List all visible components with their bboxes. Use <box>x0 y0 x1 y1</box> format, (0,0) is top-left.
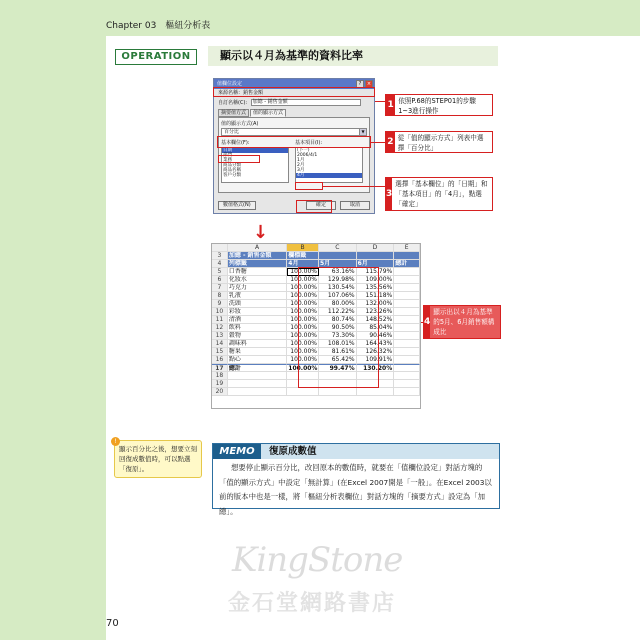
row-number: 5 <box>212 268 228 276</box>
total-grand[interactable] <box>394 364 420 372</box>
row-number: 9 <box>212 300 228 308</box>
custom-name-label: 自訂名稱(C): <box>218 100 248 106</box>
operation-title: 顯示以４月為基準的資料比率 <box>208 46 498 66</box>
base-item-list[interactable] <box>295 147 363 183</box>
callout-text: 從「值的顯示方式」列表中選擇「百分比」 <box>397 134 484 152</box>
show-values-label: 值的顯示方式(A) <box>221 121 259 127</box>
apr-value[interactable]: 100.00% <box>287 340 319 348</box>
show-values-select[interactable] <box>221 128 367 136</box>
row-number: 20 <box>212 388 228 396</box>
may-value[interactable]: 130.54% <box>319 284 357 292</box>
column-label-cell[interactable]: 欄標籤 <box>287 252 319 260</box>
empty-cell[interactable] <box>394 388 420 396</box>
apr-value[interactable]: 100.00% <box>287 292 319 300</box>
callout-text: 依照P.68的STEP01的步驟1~3進行操作 <box>398 97 476 115</box>
product-name[interactable]: 點心 <box>228 356 287 364</box>
row-number: 8 <box>212 292 228 300</box>
memo-tag: MEMO <box>213 444 261 459</box>
apr-value[interactable]: 100.00% <box>287 332 319 340</box>
product-name[interactable]: 巧克力 <box>228 284 287 292</box>
source-name: 來源名稱：銷售金額 <box>218 90 264 96</box>
total-value[interactable] <box>394 276 420 284</box>
watermark-subtext: 金石堂網路書店 <box>228 591 397 616</box>
may-value[interactable]: 63.16% <box>319 268 357 276</box>
col-header-a[interactable]: A <box>228 244 287 252</box>
product-name[interactable]: 洗頭 <box>228 300 287 308</box>
col-header-b[interactable]: B <box>287 244 319 252</box>
col-header-d[interactable]: D <box>357 244 395 252</box>
total-value[interactable] <box>394 292 420 300</box>
jun-value[interactable]: 109.00% <box>357 276 395 284</box>
jun-value[interactable]: 164.43% <box>357 340 395 348</box>
jun-value[interactable]: 135.56% <box>357 284 395 292</box>
watermark: KingStone <box>232 540 403 580</box>
jun-value[interactable]: 85.04% <box>357 324 395 332</box>
month-header-may[interactable]: 5月 <box>319 260 357 268</box>
empty-cell[interactable] <box>228 388 287 396</box>
product-name[interactable]: 穀物 <box>228 332 287 340</box>
total-jun[interactable]: 130.20% <box>357 364 395 372</box>
connector-1 <box>375 101 385 102</box>
may-value[interactable]: 80.00% <box>319 300 357 308</box>
base-field-option[interactable]: 日期 <box>222 148 288 153</box>
left-margin-band <box>0 0 106 640</box>
row-number: 15 <box>212 348 228 356</box>
empty-cell[interactable] <box>357 388 395 396</box>
product-name[interactable]: 飲料 <box>228 324 287 332</box>
month-header-apr[interactable]: 4月 <box>287 260 319 268</box>
may-value[interactable]: 81.61% <box>319 348 357 356</box>
may-value[interactable]: 65.42% <box>319 356 357 364</box>
total-value[interactable] <box>394 356 420 364</box>
product-name[interactable]: 口香糖 <box>228 268 287 276</box>
filler <box>357 252 395 260</box>
base-field-option[interactable]: 商品名稱 <box>223 168 241 173</box>
pivot-title-cell[interactable]: 加總 - 銷售金額 <box>228 252 287 260</box>
apr-value[interactable]: 100.00% <box>287 356 319 364</box>
total-apr[interactable]: 100.00% <box>288 365 318 372</box>
total-value[interactable] <box>394 324 420 332</box>
product-name[interactable]: 彩妝 <box>228 308 287 316</box>
highlight-custom-name <box>213 87 375 97</box>
column-header-row <box>212 244 420 252</box>
empty-cell[interactable] <box>394 372 420 380</box>
base-item-option[interactable]: 4月 <box>296 173 362 178</box>
may-value[interactable]: 129.98% <box>319 276 357 284</box>
row-number: 10 <box>212 308 228 316</box>
jun-value[interactable]: 109.91% <box>357 356 395 364</box>
custom-name-input[interactable]: 加總 - 銷售金額 <box>251 99 361 106</box>
empty-cell[interactable] <box>228 380 287 388</box>
jun-value[interactable]: 151.18% <box>357 292 395 300</box>
col-header-e[interactable]: E <box>394 244 420 252</box>
tab-summarize[interactable]: 摘要值方式 <box>218 109 249 117</box>
row-number: 11 <box>212 316 228 324</box>
filler <box>394 252 420 260</box>
total-value[interactable] <box>394 268 420 276</box>
chapter-header: Chapter 03 樞紐分析表 <box>106 21 211 31</box>
total-value[interactable] <box>394 300 420 308</box>
row-number: 17 <box>212 364 228 372</box>
memo-box <box>212 443 500 516</box>
callout-1 <box>385 94 493 116</box>
chevron-down-icon[interactable]: ▼ <box>359 129 366 135</box>
callout-text: 選擇「基本欄位」的「日期」和「基本項目」的「4月」，點選「確定」 <box>395 180 488 208</box>
apr-value[interactable]: 100.00% <box>287 324 319 332</box>
tab-show-values[interactable]: 值的顯示方式 <box>250 109 286 117</box>
callout-number: 1 <box>386 95 395 115</box>
connector-3 <box>323 186 385 187</box>
row-number: 14 <box>212 340 228 348</box>
base-field-option[interactable]: 客戶分類 <box>223 173 241 178</box>
row-number: 18 <box>212 372 228 380</box>
month-header-jun[interactable]: 6月 <box>357 260 395 268</box>
col-header-c[interactable]: C <box>319 244 357 252</box>
cancel-button[interactable]: 取消 <box>340 201 370 210</box>
tip-text: 顯示百分比之後，想要立刻回復成數值時，可以點選「復原」。 <box>119 445 197 473</box>
memo-title: 復原成數值 <box>269 446 317 457</box>
row-number: 3 <box>212 252 228 260</box>
may-value[interactable]: 90.50% <box>319 324 357 332</box>
highlight-ok-button <box>296 200 332 213</box>
show-values-selected: 百分比 <box>224 129 240 135</box>
total-value[interactable] <box>394 348 420 356</box>
apr-value[interactable]: 100.00% <box>287 348 319 356</box>
apr-value[interactable]: 100.00% <box>287 268 319 276</box>
row-number: 12 <box>212 324 228 332</box>
product-name[interactable]: 糖果 <box>228 348 287 356</box>
jun-value[interactable]: 132.00% <box>357 300 395 308</box>
empty-row <box>212 388 420 396</box>
callout-2 <box>385 131 493 153</box>
page-number: 70 <box>106 618 119 629</box>
memo-body: 想要停止顯示百分比，改回原本的數值時，就要在「值欄位設定」對話方塊的「值的顯示方式」中設定「無計算」(在Excel 2007開是「一般」。在Excel 2003以前的版本中也是一樣，將「樞紐分析表欄位」對話方塊的「摘要方式」設定為「加總」。 <box>219 463 492 516</box>
lightbulb-icon: ! <box>111 437 120 446</box>
jun-value[interactable]: 126.32% <box>357 348 395 356</box>
ok-button[interactable]: 確定 <box>306 201 336 210</box>
dialog-title: 值欄位設定 <box>217 81 243 87</box>
highlight-base-item <box>295 182 323 190</box>
arrow-down-icon: ↓ <box>253 222 269 243</box>
apr-value[interactable]: 100.00% <box>287 284 319 292</box>
corner-cell <box>212 244 228 252</box>
base-field-option[interactable]: 業務 <box>223 158 232 163</box>
callout-4 <box>423 305 501 339</box>
base-item-option[interactable]: 2月 <box>297 163 305 168</box>
may-value[interactable]: 112.22% <box>319 308 357 316</box>
total-label[interactable]: 總計 <box>228 364 287 372</box>
base-field-option[interactable]: 部門 <box>223 153 232 158</box>
row-number: 16 <box>212 356 228 364</box>
row-label-cell[interactable]: 列標籤 <box>228 260 287 268</box>
apr-value[interactable]: 100.00% <box>287 308 319 316</box>
base-item-option[interactable]: 2006/4/1 <box>297 153 318 158</box>
close-icon[interactable]: × <box>366 81 372 87</box>
row-number: 13 <box>212 332 228 340</box>
row-number: 19 <box>212 380 228 388</box>
jun-value[interactable]: 115.79% <box>357 268 395 276</box>
empty-cell[interactable] <box>394 380 420 388</box>
empty-cell[interactable] <box>319 388 357 396</box>
base-item-option[interactable]: 3月 <box>297 168 305 173</box>
jun-value[interactable]: 123.26% <box>357 308 395 316</box>
callout-number: 3 <box>386 178 392 210</box>
apr-value[interactable]: 100.00% <box>287 276 319 284</box>
row-number: 4 <box>212 260 228 268</box>
empty-cell[interactable] <box>287 388 319 396</box>
highlight-show-values <box>217 136 371 148</box>
total-may[interactable]: 99.47% <box>319 364 357 372</box>
jun-value[interactable]: 148.52% <box>357 316 395 324</box>
jun-value[interactable]: 90.46% <box>357 332 395 340</box>
highlight-base-field <box>218 155 260 163</box>
apr-value[interactable]: 100.00% <box>287 300 319 308</box>
total-value[interactable] <box>394 308 420 316</box>
may-value[interactable]: 107.06% <box>319 292 357 300</box>
product-name[interactable]: 調味料 <box>228 340 287 348</box>
apr-value[interactable]: 100.00% <box>287 316 319 324</box>
filler <box>319 252 357 260</box>
operation-label: OPERATION <box>115 49 197 65</box>
base-item-label: 基本項目(I): <box>295 140 323 146</box>
product-name[interactable]: 化妝水 <box>228 276 287 284</box>
base-field-option[interactable]: 商品分類 <box>223 163 241 168</box>
sheet-row-3 <box>212 252 420 260</box>
row-number: 7 <box>212 284 228 292</box>
total-value[interactable] <box>394 316 420 324</box>
may-value[interactable]: 80.74% <box>319 316 357 324</box>
base-field-list[interactable] <box>221 147 289 183</box>
product-name[interactable]: 清酒 <box>228 316 287 324</box>
callout-text: 顯示出以４月為基準的5月、6月銷售額構成比 <box>430 306 500 338</box>
connector-2 <box>371 142 385 143</box>
total-value[interactable] <box>394 340 420 348</box>
base-item-option[interactable]: (下一) <box>297 148 310 153</box>
callout-number: 4 <box>424 306 430 338</box>
callout-3 <box>385 177 493 211</box>
help-icon[interactable]: ? <box>356 80 364 88</box>
highlight-may-jun-values <box>298 267 379 388</box>
may-value[interactable]: 73.30% <box>319 332 357 340</box>
tip-note <box>114 440 202 478</box>
empty-cell[interactable] <box>228 372 287 380</box>
callout-number: 2 <box>386 132 395 152</box>
total-value[interactable] <box>394 332 420 340</box>
may-value[interactable]: 108.01% <box>319 340 357 348</box>
row-number: 6 <box>212 276 228 284</box>
product-name[interactable]: 乳液 <box>228 292 287 300</box>
base-field-label: 基本欄位(F): <box>221 140 250 146</box>
total-value[interactable] <box>394 284 420 292</box>
grand-total-header[interactable]: 總計 <box>394 260 420 268</box>
number-format-button[interactable]: 數值格式(N) <box>218 201 256 210</box>
base-item-option[interactable]: 1月 <box>297 158 305 163</box>
